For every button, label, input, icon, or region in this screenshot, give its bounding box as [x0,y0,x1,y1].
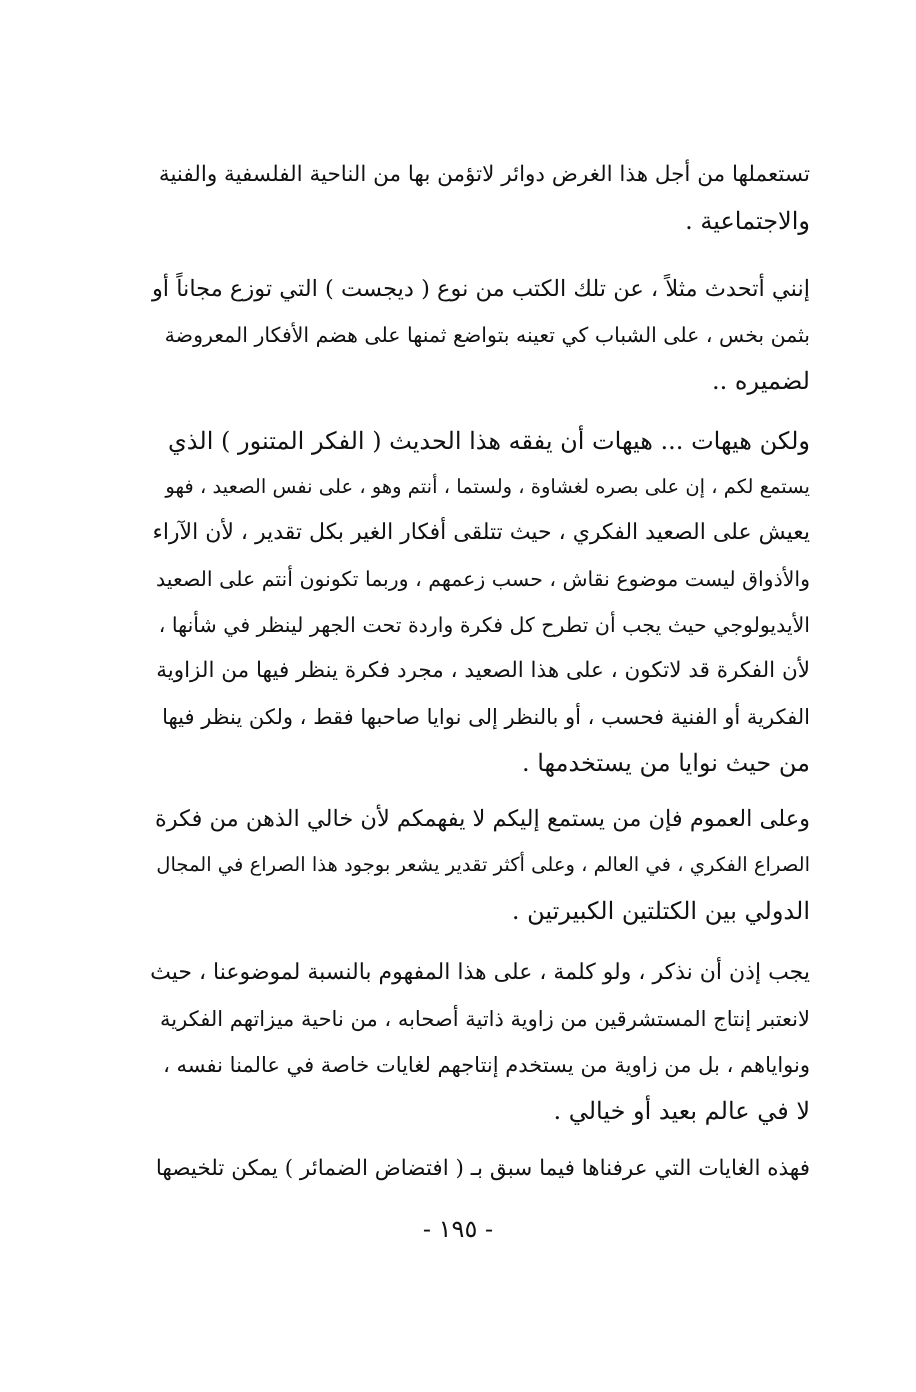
paragraph-1 [150,152,810,244]
text-line: يستمع لكم ، إن على بصره لغشاوة ، ولستما ، أنتم وهو ، على نفس الصعيد ، فهو [165,475,810,498]
paragraph-5 [150,950,810,1134]
text-line: لانعتبر إنتاج المستشرقين من زاوية ذاتية أصحابه ، من ناحية ميزاتهم الفكرية [159,1007,810,1031]
text-line: الصراع الفكري ، في العالم ، وعلى أكثر تقدير يشعر بوجود هذا الصراع في المجال [156,853,810,876]
text-line: يعيش على الصعيد الفكري ، حيث تتلقى أفكار الغير بكل تقدير ، لأن الآراء [152,520,810,545]
page-number: - ١٩٥ - [422,1215,494,1243]
text-line: ونواياهم ، بل من زاوية من يستخدم إنتاجهم لغايات خاصة في عالمنا نفسه ، [163,1053,810,1077]
text-line: ولكن هيهات ... هيهات أن يفقه هذا الحديث ( الفكر المتنور ) الذي [168,427,810,455]
text-line: الفكرية أو الفنية فحسب ، أو بالنظر إلى نوايا صاحبها فقط ، ولكن ينظر فيها [162,705,810,729]
text-line: يجب إذن أن نذكر ، ولو كلمة ، على هذا المفهوم بالنسبة لموضوعنا ، حيث [150,960,810,985]
text-line: لا في عالم بعيد أو خيالي . [553,1097,810,1125]
text-line: لأن الفكرة قد لاتكون ، على هذا الصعيد ، مجرد فكرة ينظر فيها من الزاوية [156,658,810,683]
text-line: لضميره .. [712,367,810,395]
text-line: من حيث نوايا من يستخدمها . [521,749,810,777]
text-line: وعلى العموم فإن من يستمع إليكم لا يفهمكم لأن خالي الذهن من فكرة [154,806,810,832]
paragraph-6 [150,1146,810,1192]
text-line: والأذواق ليست موضوع نقاش ، حسب زعمهم ، وربما تكونون أنتم على الصعيد [156,567,810,591]
paragraph-3 [150,418,810,786]
text-line: تستعملها من أجل هذا الغرض دوائر لاتؤمن بها من الناحية الفلسفية والفنية [158,162,810,187]
text-line: إنني أتحدث مثلاً ، عن تلك الكتب من نوع ( ديجست ) التي توزع مجاناً أو [151,276,810,302]
paragraph-2 [150,266,810,404]
text-line: الدولي بين الكتلتين الكبيرتين . [511,897,810,925]
text-line: بثمن بخس ، على الشباب كي تعينه بتواضع ثمنها على هضم الأفكار المعروضة [164,323,810,347]
paragraph-4 [150,796,810,934]
text-line: والاجتماعية . [685,207,810,235]
text-line: فهذه الغايات التي عرفناها فيما سبق بـ ( افتضاض الضمائر ) يمكن تلخيصها [155,1156,810,1181]
text-line: الأيديولوجي حيث يجب أن تطرح كل فكرة واردة تحت الجهر لينظر في شأنها ، [158,613,810,637]
